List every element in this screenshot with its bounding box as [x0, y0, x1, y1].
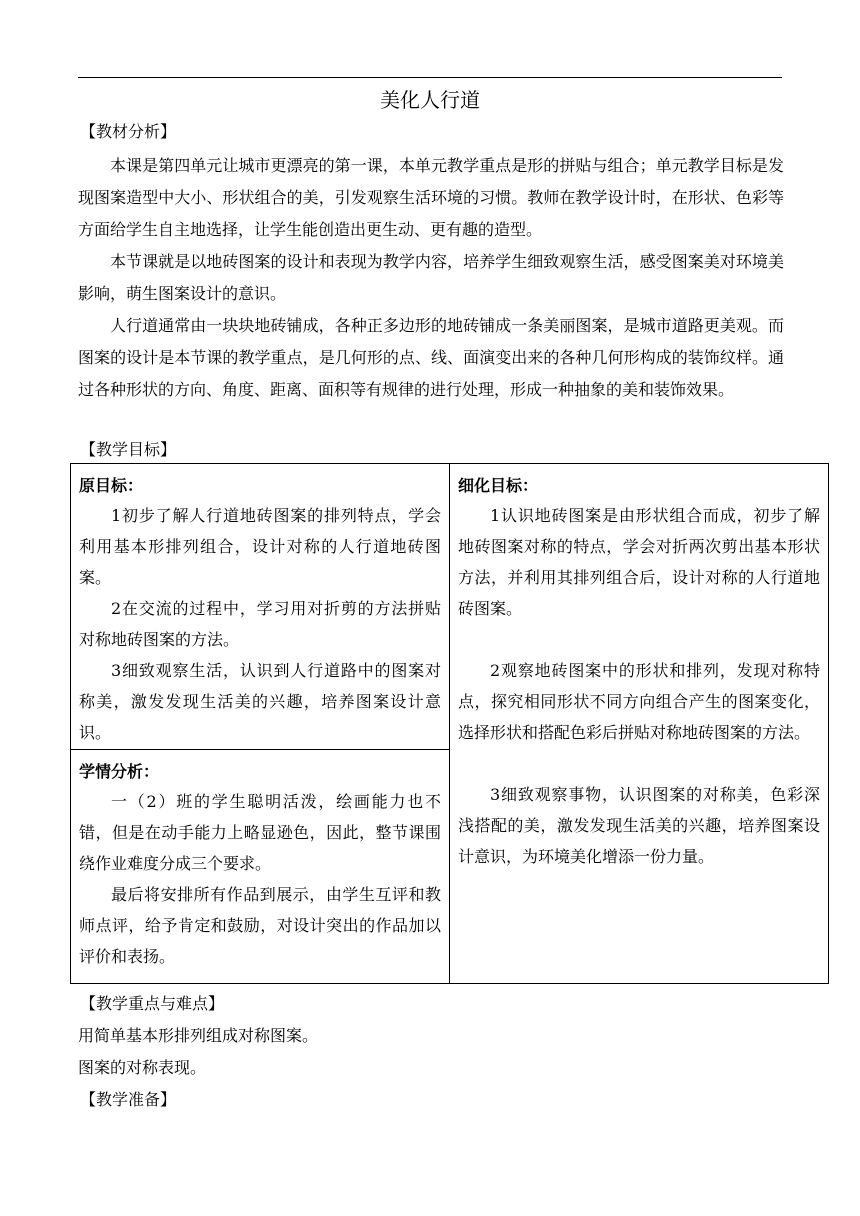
student-analysis-item: 一（2）班的学生聪明活泼，绘画能力也不错，但是在动手能力上略显逊色，因此，整节课围绕作业难度分成三个要求。 — [79, 792, 441, 873]
analysis-paragraph: 本课是第四单元让城市更漂亮的第一课，本单元教学重点是形的拼贴与组合；单元教学目标是发现图案造型中大小、形状组合的美，引发观察生活环境的习惯。教师在教学设计时，在形状、色彩等方面给学生自主地选择，让学生能创造出更生动、更有趣的造型。 — [78, 156, 784, 239]
section-heading-preparation: 【教学准备】 — [80, 1090, 177, 1109]
analysis-body — [78, 150, 784, 406]
original-goal-item: 2在交流的过程中，学习用对折剪的方法拼贴对称地砖图案的方法。 — [79, 599, 441, 649]
document-title: 美化人行道 — [380, 88, 480, 112]
analysis-paragraph: 本节课就是以地砖图案的设计和表现为教学内容，培养学生细致观察生活，感受图案美对环境美影响，萌生图案设计的意识。 — [78, 252, 784, 303]
analysis-paragraph: 人行道通常由一块块地砖铺成，各种正多边形的地砖铺成一条美丽图案，是城市道路更美观。而图案的设计是本节课的教学重点，是几何形的点、线、面演变出来的各种几何形构成的装饰纹样。通过各种形状的方向、角度、距离、面积等有规律的进行处理，形成一种抽象的美和装饰效果。 — [78, 316, 784, 399]
refined-goal-item: 3细致观察事物，认识图案的对称美，色彩深浅搭配的美，激发发现生活美的兴趣，培养图案设计意识，为环境美化增添一份力量。 — [458, 785, 820, 866]
key-point-line: 图案的对称表现。 — [78, 1058, 207, 1077]
original-goals-cell — [71, 464, 450, 750]
student-analysis-item: 最后将安排所有作品到展示，由学生互评和教师点评，给予肯定和鼓励，对设计突出的作品加以评价和表扬。 — [79, 885, 441, 966]
refined-goals-title: 细化目标： — [458, 476, 539, 495]
original-goal-item: 3细致观察生活，认识到人行道路中的图案对称美，激发发现生活美的兴趣，培养图案设计意识。 — [79, 661, 441, 742]
header-rule — [78, 77, 782, 78]
student-analysis-title: 学情分析： — [79, 762, 160, 781]
student-analysis-cell — [71, 750, 450, 984]
goals-table — [70, 463, 829, 984]
original-goal-item: 1初步了解人行道地砖图案的排列特点，学会利用基本形排列组合，设计对称的人行道地砖图案。 — [79, 506, 441, 587]
section-heading-analysis: 【教材分析】 — [80, 122, 177, 141]
refined-goal-item: 1认识地砖图案是由形状组合而成，初步了解地砖图案对称的特点，学会对折两次剪出基本形状方法，并利用其排列组合后，设计对称的人行道地砖图案。 — [458, 506, 820, 618]
section-heading-goals: 【教学目标】 — [80, 440, 177, 459]
refined-goals-cell — [450, 464, 829, 984]
original-goals-title: 原目标： — [79, 476, 144, 495]
section-heading-key-points: 【教学重点与难点】 — [80, 994, 225, 1013]
refined-goal-item: 2观察地砖图案中的形状和排列，发现对称特点，探究相同形状不同方向组合产生的图案变化，选择形状和搭配色彩后拼贴对称地砖图案的方法。 — [458, 661, 820, 742]
key-point-line: 用简单基本形排列组成对称图案。 — [78, 1026, 319, 1045]
